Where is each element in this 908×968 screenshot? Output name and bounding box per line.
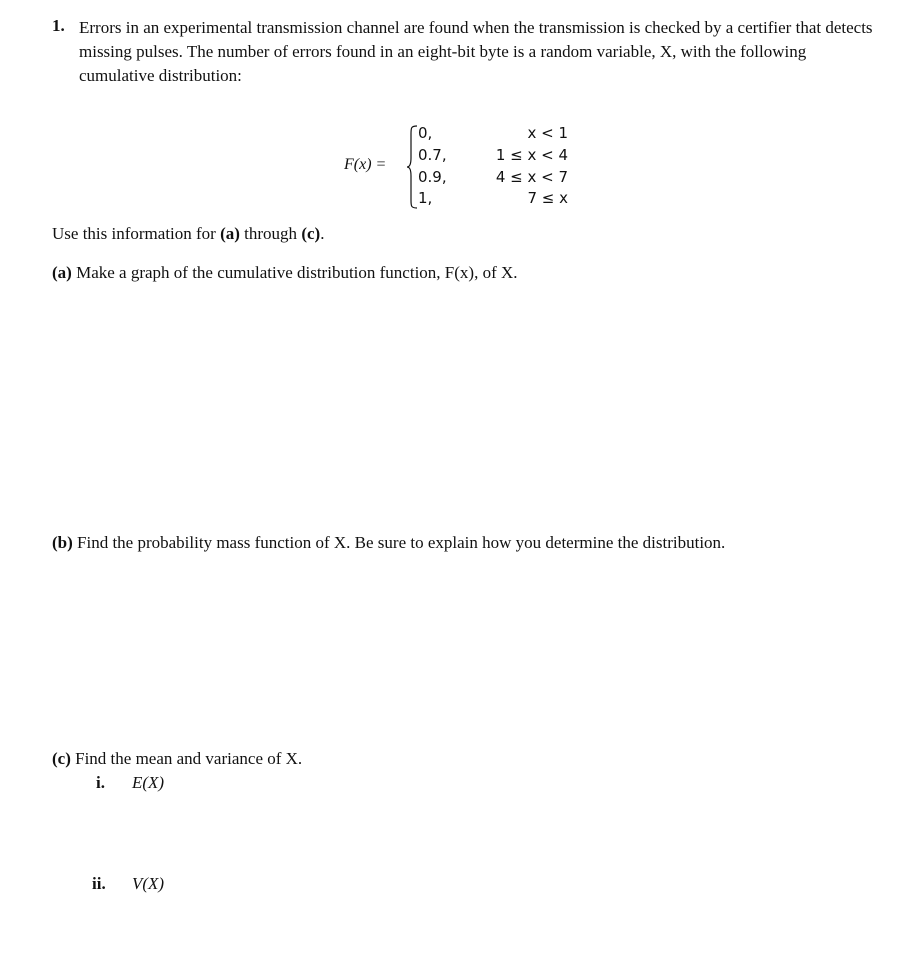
cdf-definition <box>340 124 580 212</box>
intro-prefix: Use this information for <box>52 224 221 243</box>
part-c-label: (c) <box>52 749 71 768</box>
left-brace-icon <box>406 124 418 210</box>
part-b-text: Find the probability mass function of X. Be sure to explain how you determine the distribution. <box>72 533 726 552</box>
part-c <box>52 749 302 769</box>
intro-text <box>52 224 324 244</box>
part-b <box>52 533 725 553</box>
subpart-ii-label: ii. <box>92 874 106 893</box>
subpart-ii-expression: V(X) <box>132 874 165 893</box>
subpart-i-label: i. <box>96 773 105 792</box>
part-c-text: Find the mean and variance of X. <box>70 749 303 768</box>
intro-part-c: (c) <box>301 224 321 243</box>
subpart-i-expression: E(X) <box>132 773 165 792</box>
part-a <box>52 263 518 283</box>
cdf-value-1: 0.7, <box>418 146 447 164</box>
part-a-text: Make a graph of the cumulative distribution function, F(x), of X. <box>71 263 518 282</box>
cdf-condition-1: 1 ≤ x < 4 <box>495 146 568 164</box>
part-b-label: (b) <box>52 533 73 552</box>
problem-number: 1. <box>52 16 65 35</box>
cdf-condition-0: x < 1 <box>527 124 568 142</box>
cdf-condition-3: 7 ≤ x <box>527 189 568 207</box>
part-a-label: (a) <box>52 263 72 282</box>
problem-statement: Errors in an experimental transmission channel are found when the transmission is checked by a certifier that detects missing pulses. The number of errors found in an eight-bit byte is a random variable, X, with the following cumulative distribution: <box>79 18 873 85</box>
cdf-value-2: 0.9, <box>418 168 447 186</box>
intro-suffix: . <box>320 224 325 243</box>
intro-part-a: (a) <box>220 224 240 243</box>
cdf-value-3: 1, <box>418 189 433 207</box>
cdf-lhs: F(x) = <box>344 156 387 173</box>
cdf-value-0: 0, <box>418 124 433 142</box>
intro-middle: through <box>239 224 302 243</box>
cdf-condition-2: 4 ≤ x < 7 <box>495 168 568 186</box>
